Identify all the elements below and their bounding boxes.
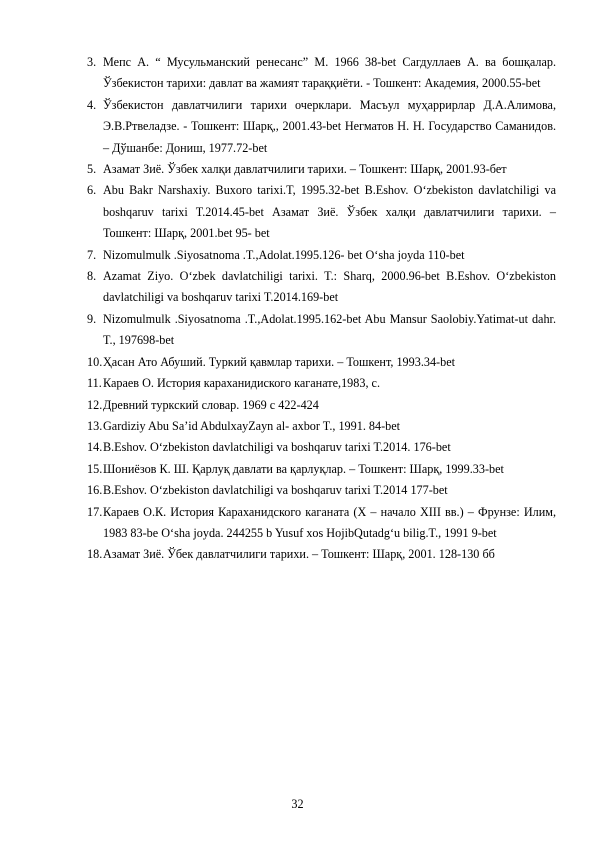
- reference-item: [88, 352, 556, 373]
- reference-item: [88, 266, 556, 309]
- reference-text: Nizomulmulk .Siyosatnoma .T.,Adolat.1995.126- bet O‘sha joyda 110-bet: [103, 247, 465, 262]
- reference-number: 9.: [87, 311, 97, 326]
- reference-number: 7.: [87, 247, 97, 262]
- reference-item: [88, 159, 556, 180]
- reference-list: [88, 52, 556, 566]
- reference-number: 12.: [87, 397, 103, 412]
- reference-text: Abu Bakr Narshaxiy. Buxoro tarixi.T, 1995.32-bet B.Eshov. O‘zbekiston davlatchiligi va boshqaruv tarixi T.2014.45-bet Азамат Зиё. Ўзбек халқи давлатчилиги тарихи. – Тошкент: Шарқ, 2001.bet 95- bet: [103, 183, 556, 241]
- reference-item: [88, 502, 556, 545]
- reference-item: [88, 52, 556, 95]
- reference-text: B.Eshov. O‘zbekiston davlatchiligi va boshqaruv tarixi T.2014 177-bet: [103, 483, 448, 498]
- reference-item: [88, 245, 556, 266]
- page-number: 32: [291, 797, 304, 811]
- reference-item: [88, 373, 556, 394]
- reference-item: [88, 416, 556, 437]
- reference-item: [88, 437, 556, 458]
- reference-text: Азамат Зиё. Ўзбек халқи давлатчилиги тарихи. – Тошкент: Шарқ, 2001.93-бет: [103, 162, 507, 177]
- reference-text: Мепс А. “ Мусульманский ренесанс” М. 1966 38-bet Сагдуллаев А. ва бошқалар. Ўзбекистон тарихи: давлат ва жамият тараққиёти. - Тошкент: Академия, 2000.55-bet: [103, 55, 556, 91]
- reference-text: B.Eshov. O‘zbekiston davlatchiligi va boshqaruv tarixi T.2014. 176-bet: [103, 440, 451, 455]
- reference-text: Шониёзов К. Ш. Қарлуқ давлати ва қарлуқлар. – Тошкент: Шарқ, 1999.33-bet: [103, 461, 504, 476]
- reference-item: [88, 95, 556, 159]
- reference-text: Караев О. История караханидиского каганате,1983, с.: [103, 376, 381, 391]
- reference-number: 6.: [87, 183, 97, 198]
- reference-number: 8.: [87, 269, 97, 284]
- reference-text: Gardiziy Abu Sa’id AbdulxayZayn al- axbor T., 1991. 84-bet: [103, 418, 401, 433]
- reference-number: 3.: [87, 55, 97, 69]
- reference-number: 16.: [87, 483, 103, 498]
- reference-number: 4.: [87, 97, 97, 112]
- reference-item: [88, 480, 556, 501]
- reference-text: Ўзбекистон давлатчилиги тарихи очерклари. Масъул муҳаррирлар Д.А.Алимова, Э.В.Ртвеладзе. - Тошкент: Шарқ,, 2001.43-bet Негматов Н. Н. Государство Саманидов. – Дўшанбе: Дониш, 1977.72-bet: [103, 97, 556, 155]
- reference-text: Azamat Ziyo. O‘zbek davlatchiligi tarixi. T.: Sharq, 2000.96-bet B.Eshov. O‘zbekiston davlatchiligi va boshqaruv tarixi T.2014.169-bet: [103, 269, 556, 305]
- reference-text: Ҳасан Ато Абуший. Туркий қавмлар тарихи. – Тошкент, 1993.34-bet: [103, 354, 456, 369]
- reference-item: [88, 459, 556, 480]
- reference-number: 10.: [87, 354, 103, 369]
- reference-text: Nizomulmulk .Siyosatnoma .T.,Adolat.1995.162-bet Abu Mansur Saolobiy.Yatimat-ut dahr. T., 197698-bet: [103, 311, 556, 348]
- reference-number: 18.: [87, 547, 103, 562]
- reference-text: Древний туркский словар. 1969 с 422-424: [103, 397, 319, 412]
- reference-text: Караев О.К. История Караханидского каганата (Х – начало XIII вв.) – Фрунзе: Илим, 1983 83-be O‘sha joyda. 244255 b Yusuf xos HojibQutadg‘u bilig.T., 1991 9-bet: [103, 504, 556, 540]
- reference-text: Азамат Зиё. Ўбек давлатчилиги тарихи. – Тошкент: Шарқ, 2001. 128-130 бб: [103, 547, 495, 562]
- reference-item: [88, 180, 556, 244]
- reference-number: 15.: [87, 461, 103, 476]
- reference-number: 14.: [87, 440, 103, 455]
- reference-number: 5.: [87, 162, 97, 177]
- reference-number: 17.: [87, 504, 103, 519]
- reference-number: 11.: [87, 376, 102, 391]
- reference-item: [88, 395, 556, 416]
- reference-item: [88, 544, 556, 565]
- reference-number: 13.: [87, 418, 103, 433]
- reference-item: [88, 309, 556, 352]
